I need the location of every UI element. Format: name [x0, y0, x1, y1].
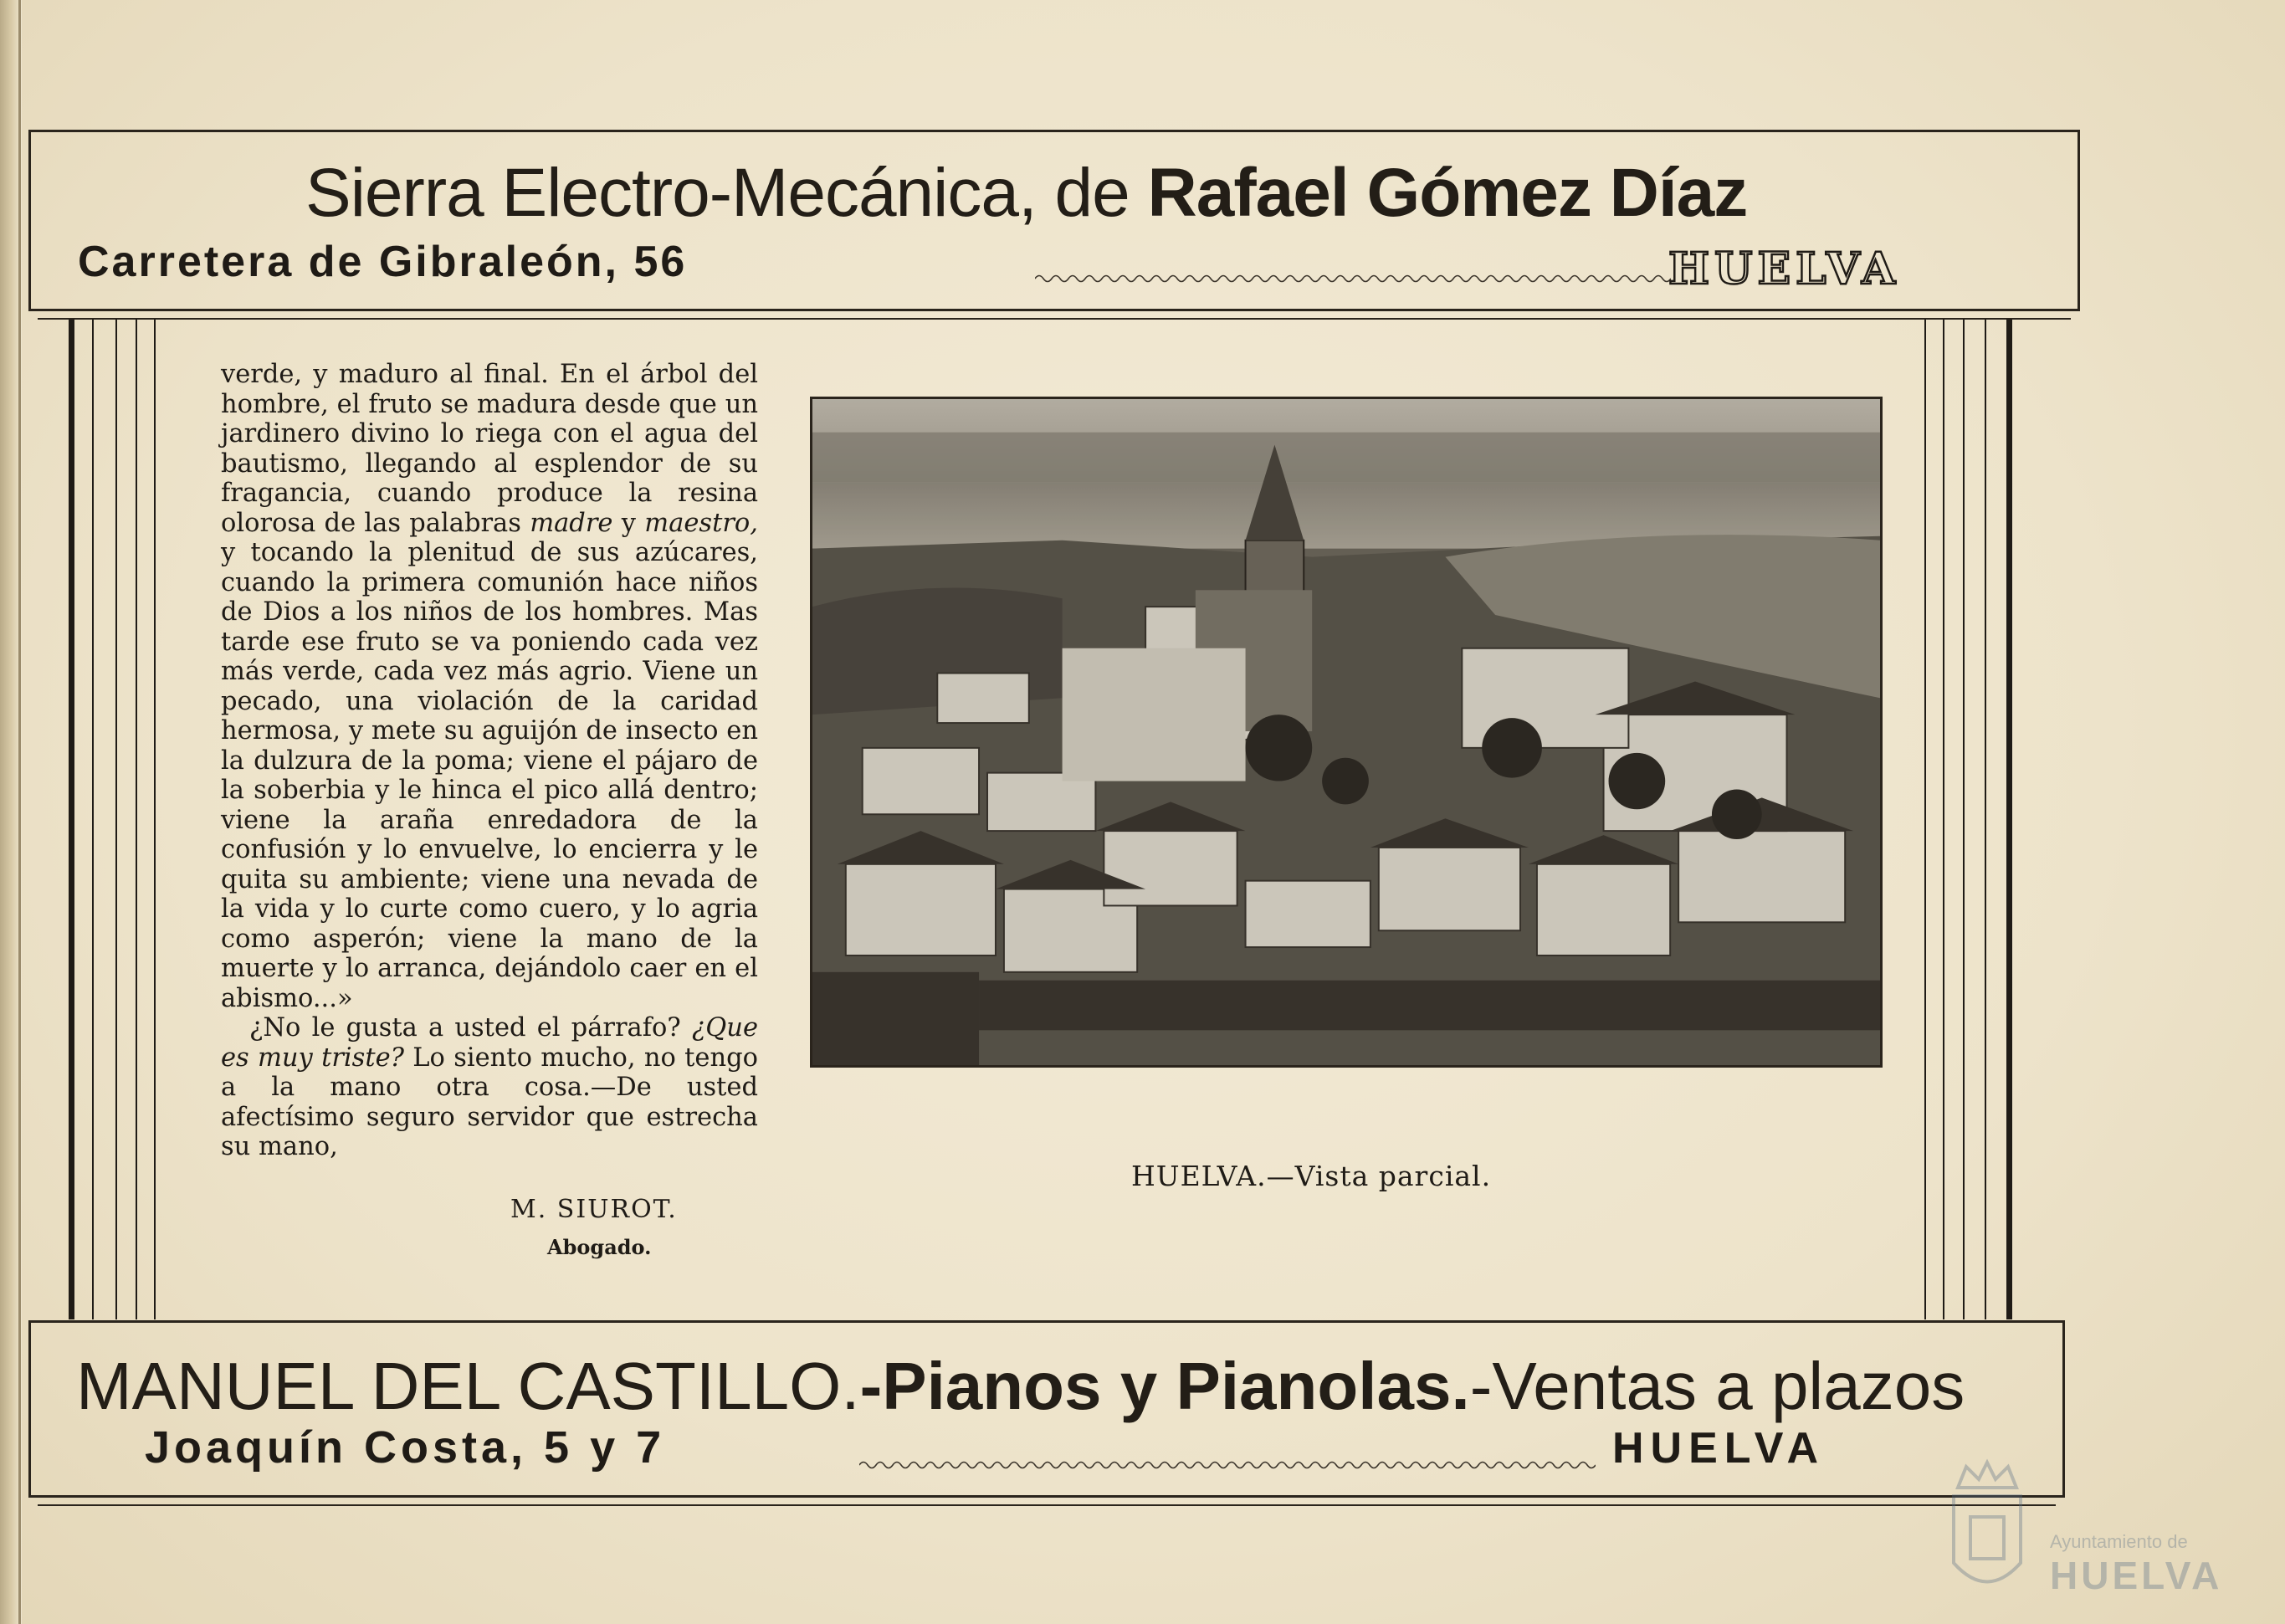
rule-thin — [1963, 320, 1965, 1319]
photo-image — [812, 399, 1880, 1065]
ad-bottom — [28, 1320, 2065, 1498]
rule-thin — [154, 320, 156, 1319]
rule-thin — [1985, 320, 1986, 1319]
watermark — [1941, 1454, 2276, 1613]
rule-thin — [1943, 320, 1944, 1319]
article-italic: maestro, — [644, 508, 758, 538]
left-border-rules — [69, 320, 169, 1319]
ad-bottom-address: Joaquín Costa, 5 y 7 — [145, 1422, 666, 1473]
ad-bottom-city: HUELVA — [1612, 1424, 1826, 1473]
ad-top-address: Carretera de Gibraleón, 56 — [78, 238, 688, 286]
article-italic: ¿Que es muy triste? — [221, 1013, 758, 1073]
ad-top-headline — [305, 154, 1747, 233]
rule-thin — [136, 320, 137, 1319]
article-text: y tocando la plenitud de sus azúcares, cuando la primera comunión hace niños de Dios a los niños de los hombres. Mas tarde ese fruto se va poniendo cada vez más verde, cada vez más agrio. Viene un pecado, una violación de la caridad hermosa, y mete su aguijón de insecto en la dulzura de la poma; viene el pájaro de la soberbia y le hinca el pico allá dentro; viene la araña enredadora de la confusión y lo envuelve, lo encierra y le quita su ambiente; viene una nevada de la vida y lo curte como cuero, y lo agria como asperón; viene la mano de la muerte y lo arranca, dejándolo caer en el abismo...» — [221, 538, 758, 1013]
photo-huelva — [810, 397, 1883, 1068]
article-body — [221, 360, 758, 1162]
ad-top-city: HUELVA — [1668, 243, 1901, 295]
binding-fold — [18, 0, 21, 1624]
ad-bottom-headline — [76, 1348, 1965, 1425]
crest-icon — [1941, 1454, 2033, 1605]
ad-top — [28, 130, 2080, 311]
article-closing — [221, 1013, 758, 1162]
photo-caption: HUELVA.—Vista parcial. — [1131, 1160, 1492, 1192]
rule-thin — [115, 320, 117, 1319]
author-role: Abogado. — [547, 1235, 652, 1259]
ad-bottom-terms: -Ventas a plazos — [1469, 1349, 1965, 1423]
article-text: Lo siento mucho, no tengo a la mano otra cosa.—De usted afectísimo seguro servidor que estrecha su mano, — [221, 1043, 758, 1161]
wavy-rule — [859, 1459, 1596, 1471]
rule-thin — [92, 320, 94, 1319]
ad-top-owner: Rafael Gómez Díaz — [1147, 155, 1748, 231]
watermark-line2: HUELVA — [2050, 1554, 2223, 1597]
ad-top-business: Sierra Electro-Mecánica, de — [305, 155, 1130, 231]
right-border-rules — [1918, 320, 2018, 1319]
article-italic: madre — [530, 508, 613, 538]
article-text: y — [621, 508, 636, 538]
ad-bottom-products: -Pianos y Pianolas. — [859, 1349, 1470, 1423]
wavy-rule — [1035, 273, 1671, 284]
rule-thin — [1924, 320, 1926, 1319]
rule-thick — [2006, 320, 2012, 1319]
article-paragraph — [221, 360, 758, 1013]
author-name: M. SIUROT. — [510, 1195, 678, 1224]
article-text: verde, y maduro al final. En el árbol del hombre, el fruto se madura desde que un jardinero divino lo riega con el agua del bautismo, llegando al esplendor de su fragancia, cuando produce la resina olorosa de las palabras — [221, 360, 758, 538]
watermark-line1: Ayuntamiento de — [2050, 1531, 2188, 1552]
ad-bottom-business: MANUEL DEL CASTILLO. — [76, 1349, 860, 1423]
article-text: ¿No le gusta a usted el párrafo? — [249, 1013, 681, 1043]
rule-thick — [69, 320, 74, 1319]
